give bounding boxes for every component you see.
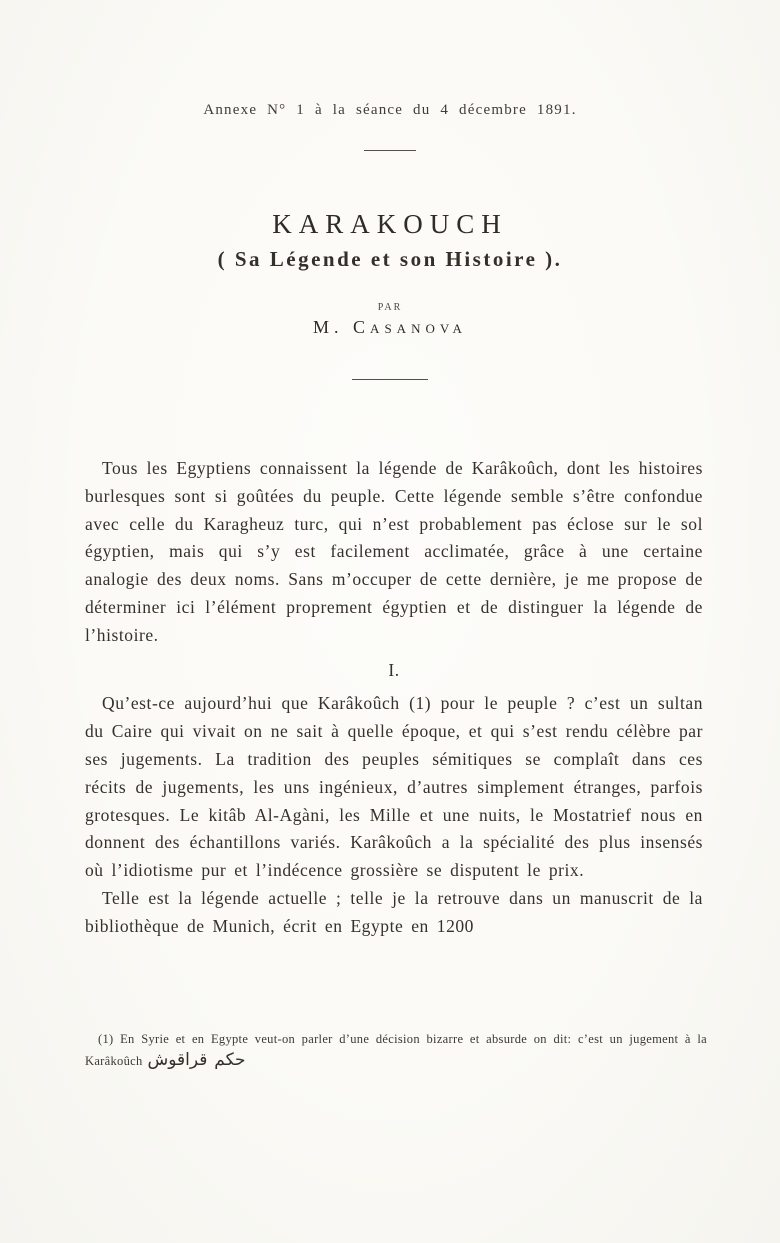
byline-prefix: PAR (377, 302, 403, 313)
footnote (85, 1029, 707, 1072)
author-name: M. Casanova (313, 317, 467, 337)
intro-paragraph: Tous les Egyptiens connaissent la légende de Karâkoûch, dont les histoires burlesques sont si goûtées du peuple. Cette légende semble s’être confondue avec celle du Karagheuz turc, qui n’est probablement pas éclose sur le sol égyptien, mais qui s’y est facilement acclimatée, grâce à une certaine analogie des deux noms. Sans m’occuper de cette dernière, je me propose de déterminer ici l’élément proprement égyptien et de distinguer la légende de l’histoire. (85, 458, 703, 645)
paper-title: KARAKOUCH (272, 209, 508, 239)
body-paragraph-2: Telle est la légende actuelle ; telle je la retrouve dans un manuscrit de la bibliothèque de Munich, écrit en Egypte en 1200 (85, 887, 703, 936)
annex-header-line: Annexe N° 1 à la séance du 4 décembre 1891. (203, 102, 577, 118)
body-paragraph-1: Qu’est-ce aujourd’hui que Karâkoûch (1) pour le peuple ? c’est un sultan du Caire qui vivait on ne sait à quelle époque, et qui s’est rendu célèbre par ses jugements. La tradition des peuples sémitiques se complaît dans ces récits de jugements, les uns ingénieux, d’autres simplement étranges, parfois grotesques. Le kitâb Al-Agàni, les Mille et une nuits, le Mostatrief nous en donnent des échantillons variés. Karâkoûch a la spécialité des plus insensés où l’idiotisme pur et l’indécence grossière se disputent le prix. (85, 693, 703, 881)
footnote-arabic-phrase: حكم قراقوش (147, 1050, 246, 1070)
separator-rule-author (352, 379, 428, 380)
paper-subtitle: ( Sa Légende et son Histoire ). (217, 247, 563, 271)
separator-rule-top (364, 150, 416, 151)
section-heading-I: I. (388, 659, 400, 680)
body-text-block (85, 455, 703, 941)
footnote-text: (1) En Syrie et en Egypte veut-on parler d’une décision bizarre et absurde on dit: c’est un jugement à la Karâkoûch (85, 1032, 707, 1068)
